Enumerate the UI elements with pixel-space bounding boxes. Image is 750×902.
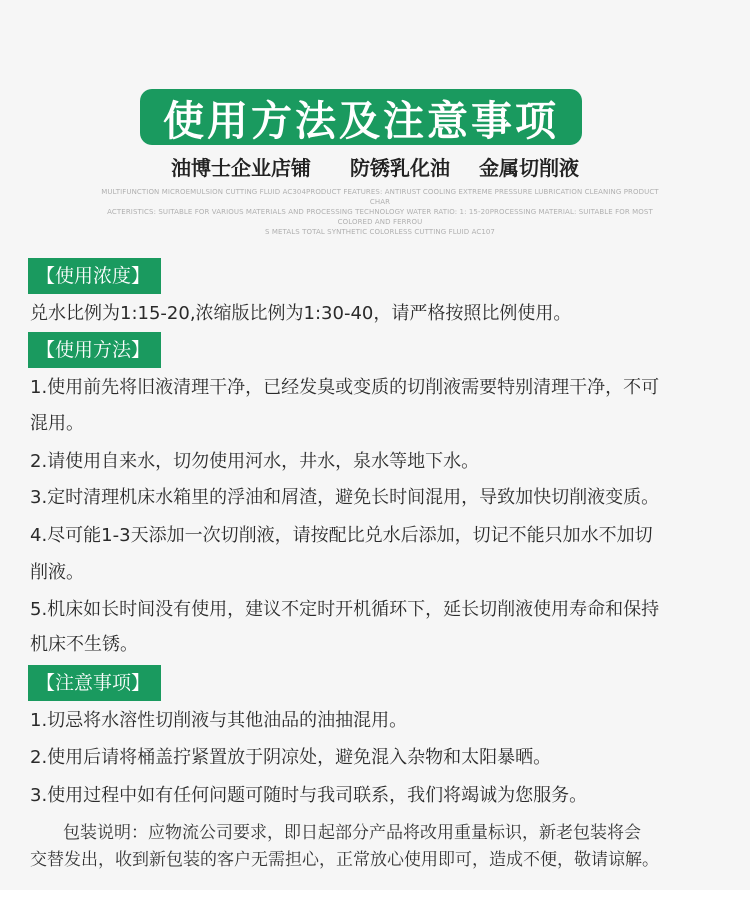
fine-print-line: MULTIFUNCTION MICROEMULSION CUTTING FLUID AC304PRODUCT FEATURES: ANTIRUST COOLING EXTREME PRESSURE LUBRICATION CLEANING PRODUCT CHAR	[101, 188, 659, 206]
precaution-line: 2.使用后请将桶盖拧紧置放于阴凉处，避免混入杂物和太阳暴晒。	[30, 747, 552, 768]
fine-print-line: ACTERISTICS: SUITABLE FOR VARIOUS MATERIALS AND PROCESSING TECHNOLOGY WATER RATIO: 1: 15-20PROCESSING MATERIAL: SUITABLE FOR MOST COLORED AND FERROU	[107, 208, 653, 226]
precaution-line: 1.切忌将水溶性切削液与其他油品的油抽混用。	[30, 710, 408, 731]
title-banner	[140, 89, 582, 145]
section-heading-concentration: 【使用浓度】	[28, 258, 161, 294]
method-line: 2.请使用自来水，切勿使用河水，井水，泉水等地下水。	[30, 451, 480, 472]
product-name-1: 防锈乳化油	[350, 156, 450, 180]
store-name: 油博士企业店铺	[171, 156, 312, 180]
method-line: 削液。	[30, 562, 84, 583]
method-line: 1.使用前先将旧液清理干净，已经发臭或变质的切削液需要特别清理干净，不可	[30, 377, 660, 398]
product-name-2: 金属切削液	[478, 156, 579, 180]
section-heading-method: 【使用方法】	[28, 332, 161, 368]
precaution-line: 3.使用过程中如有任何问题可随时与我司联系，我们将竭诚为您服务。	[30, 785, 588, 806]
packaging-note-line: 包装说明：应物流公司要求，即日起部分产品将改用重量标识，新老包装将会	[63, 823, 641, 843]
section-heading-precautions: 【注意事项】	[28, 665, 161, 701]
method-line: 混用。	[30, 413, 84, 434]
concentration-line: 兑水比例为1:15-20,浓缩版比例为1:30-40，请严格按照比例使用。	[30, 303, 572, 324]
subtitle	[0, 152, 750, 181]
method-line: 4.尽可能1-3天添加一次切削液，请按配比兑水后添加，切记不能只加水不加切	[30, 525, 653, 546]
page-title: 使用方法及注意事项	[163, 96, 559, 145]
bottom-strip	[0, 890, 750, 902]
method-line: 3.定时清理机床水箱里的浮油和屑渣，避免长时间混用，导致加快切削液变质。	[30, 487, 660, 508]
method-line: 机床不生锈。	[30, 634, 138, 655]
packaging-note-line: 交替发出，收到新包装的客户无需担心，正常放心使用即可，造成不便，敬请谅解。	[30, 850, 659, 870]
method-line: 5.机床如长时间没有使用，建议不定时开机循环下，延长切削液使用寿命和保持	[30, 599, 660, 620]
product-fine-print	[95, 187, 665, 237]
fine-print-line: S METALS TOTAL SYNTHETIC COLORLESS CUTTING FLUID AC107	[265, 228, 495, 236]
